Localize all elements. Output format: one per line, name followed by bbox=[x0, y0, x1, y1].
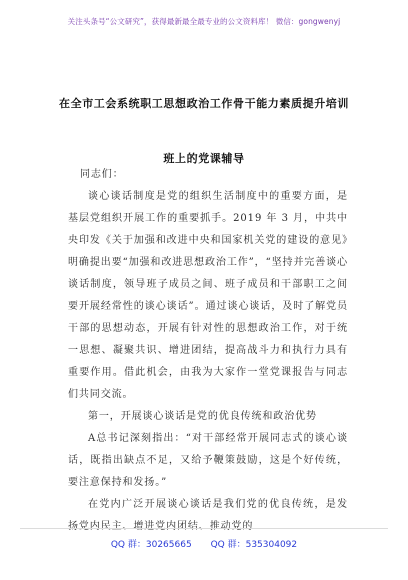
footer-divider bbox=[20, 528, 388, 529]
body-paragraph: A总书记深刻指出：“对干部经常开展同志式的谈心谈话，既指出缺点不足，又给予鞭策鼓励，这是个好传统，要注意保持和发扬。” bbox=[68, 433, 348, 488]
body-paragraph: 在党内广泛开展谈心谈话是我们党的优良传统，是发扬党内民主、增进党内团结、推动党的 bbox=[68, 499, 348, 532]
promo-header: 关注头条号“公文研究”，获得最新最全最专业的公文资料库！ 微信：gongwenyj bbox=[67, 17, 341, 26]
footer-qq-group-2: QQ 群：535304092 bbox=[210, 540, 298, 550]
salutation: 同志们： bbox=[80, 169, 124, 180]
footer-contacts bbox=[0, 537, 408, 550]
section-heading: 第一，开展谈心谈话是党的优良传统和政治优势 bbox=[88, 411, 317, 422]
document-title-line-2: 班上的党课辅导 bbox=[163, 152, 245, 165]
document-title-line-1: 在全市工会系统职工思想政治工作骨干能力素质提升培训 bbox=[59, 97, 349, 110]
footer-qq-group-1: QQ 群：30265665 bbox=[110, 540, 192, 550]
document-body bbox=[68, 164, 348, 538]
body-paragraph: 谈心谈话制度是党的组织生活制度中的重要方面，是基层党组织开展工作的重要抓手。2019 年 3 月，中共中央印发《关于加强和改进中央和国家机关党的建设的意见》明确提出要“加强和改进思想政治工作”，“坚持并完善谈心谈话制度，领导班子成员之间、班子成员和干部职工之间要开展经常性的谈心谈话”。通过谈心谈话，及时了解党员干部的思想动态，开展有针对性的思想政治工作，对于统一思想、凝聚共识、增进团结，提高战斗力和执行力具有重要作用。借此机会，由我为大家作一堂党课报告与同志们共同交流。 bbox=[68, 191, 348, 400]
